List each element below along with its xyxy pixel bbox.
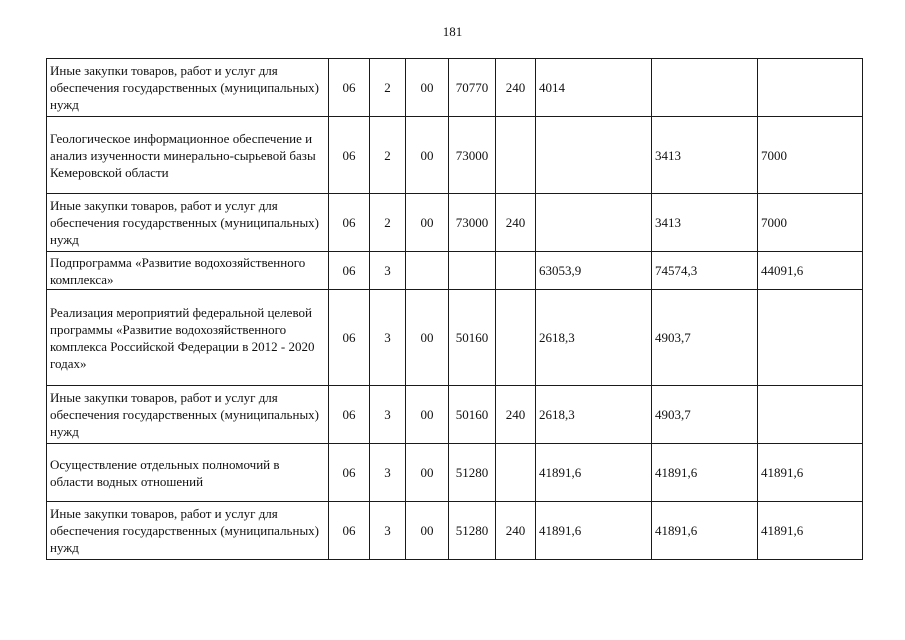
- cell-expense-type: 240: [496, 502, 536, 560]
- cell-amount-year-1: 2618,3: [536, 290, 652, 386]
- cell-subprogram: 00: [406, 386, 449, 444]
- cell-target-article: [449, 252, 496, 290]
- cell-subsection: 2: [370, 194, 406, 252]
- cell-expense-type: [496, 290, 536, 386]
- table-row: [47, 194, 863, 252]
- cell-amount-year-1: [536, 194, 652, 252]
- cell-target-article: 50160: [449, 290, 496, 386]
- cell-amount-year-2: 74574,3: [652, 252, 758, 290]
- cell-expense-type: 240: [496, 59, 536, 117]
- cell-amount-year-2: 3413: [652, 117, 758, 194]
- cell-subsection: 3: [370, 444, 406, 502]
- table-row: [47, 117, 863, 194]
- cell-subsection: 3: [370, 252, 406, 290]
- row-name: Реализация мероприятий федеральной целевой программы «Развитие водохозяйственного комплекса Российской Федерации в 2012 - 2020 годах»: [47, 290, 329, 386]
- cell-subsection: 3: [370, 386, 406, 444]
- cell-target-article: 73000: [449, 117, 496, 194]
- cell-expense-type: [496, 444, 536, 502]
- table-row: [47, 290, 863, 386]
- cell-amount-year-3: 41891,6: [758, 502, 863, 560]
- table-row: [47, 252, 863, 290]
- cell-amount-year-1: 2618,3: [536, 386, 652, 444]
- cell-amount-year-1: 41891,6: [536, 502, 652, 560]
- cell-amount-year-2: 41891,6: [652, 502, 758, 560]
- cell-amount-year-2: 4903,7: [652, 386, 758, 444]
- cell-subprogram: 00: [406, 117, 449, 194]
- cell-subsection: 3: [370, 290, 406, 386]
- row-name: Осуществление отдельных полномочий в области водных отношений: [47, 444, 329, 502]
- cell-subprogram: 00: [406, 444, 449, 502]
- table-row: [47, 386, 863, 444]
- budget-table: [46, 58, 863, 560]
- cell-section: 06: [329, 194, 370, 252]
- cell-target-article: 73000: [449, 194, 496, 252]
- cell-amount-year-1: 63053,9: [536, 252, 652, 290]
- cell-section: 06: [329, 444, 370, 502]
- cell-subprogram: 00: [406, 290, 449, 386]
- cell-section: 06: [329, 502, 370, 560]
- cell-expense-type: 240: [496, 386, 536, 444]
- cell-section: 06: [329, 252, 370, 290]
- cell-target-article: 51280: [449, 502, 496, 560]
- cell-amount-year-2: [652, 59, 758, 117]
- cell-section: 06: [329, 290, 370, 386]
- cell-subprogram: 00: [406, 502, 449, 560]
- cell-subsection: 3: [370, 502, 406, 560]
- cell-subprogram: 00: [406, 59, 449, 117]
- cell-target-article: 50160: [449, 386, 496, 444]
- row-name: Геологическое информационное обеспечение и анализ изученности минерально-сырьевой базы Кемеровской области: [47, 117, 329, 194]
- row-name: Подпрограмма «Развитие водохозяйственного комплекса»: [47, 252, 329, 290]
- cell-amount-year-3: 7000: [758, 117, 863, 194]
- cell-section: 06: [329, 386, 370, 444]
- cell-amount-year-2: 3413: [652, 194, 758, 252]
- row-name: Иные закупки товаров, работ и услуг для обеспечения государственных (муниципальных) нужд: [47, 386, 329, 444]
- table-row: [47, 444, 863, 502]
- table-row: [47, 502, 863, 560]
- row-name: Иные закупки товаров, работ и услуг для обеспечения государственных (муниципальных) нужд: [47, 194, 329, 252]
- cell-amount-year-3: 41891,6: [758, 444, 863, 502]
- cell-expense-type: [496, 252, 536, 290]
- cell-target-article: 51280: [449, 444, 496, 502]
- cell-amount-year-1: [536, 117, 652, 194]
- cell-amount-year-3: [758, 386, 863, 444]
- page-number: 181: [442, 24, 463, 39]
- row-name: Иные закупки товаров, работ и услуг для обеспечения государственных (муниципальных) нужд: [47, 502, 329, 560]
- cell-expense-type: 240: [496, 194, 536, 252]
- cell-amount-year-3: 44091,6: [758, 252, 863, 290]
- cell-section: 06: [329, 117, 370, 194]
- cell-amount-year-3: [758, 59, 863, 117]
- cell-amount-year-2: 4903,7: [652, 290, 758, 386]
- cell-amount-year-3: 7000: [758, 194, 863, 252]
- cell-expense-type: [496, 117, 536, 194]
- cell-target-article: 70770: [449, 59, 496, 117]
- cell-amount-year-2: 41891,6: [652, 444, 758, 502]
- table-row: [47, 59, 863, 117]
- cell-amount-year-3: [758, 290, 863, 386]
- cell-amount-year-1: 41891,6: [536, 444, 652, 502]
- row-name: Иные закупки товаров, работ и услуг для обеспечения государственных (муниципальных) нужд: [47, 59, 329, 117]
- cell-subsection: 2: [370, 59, 406, 117]
- cell-section: 06: [329, 59, 370, 117]
- cell-amount-year-1: 4014: [536, 59, 652, 117]
- cell-subprogram: [406, 252, 449, 290]
- cell-subprogram: 00: [406, 194, 449, 252]
- cell-subsection: 2: [370, 117, 406, 194]
